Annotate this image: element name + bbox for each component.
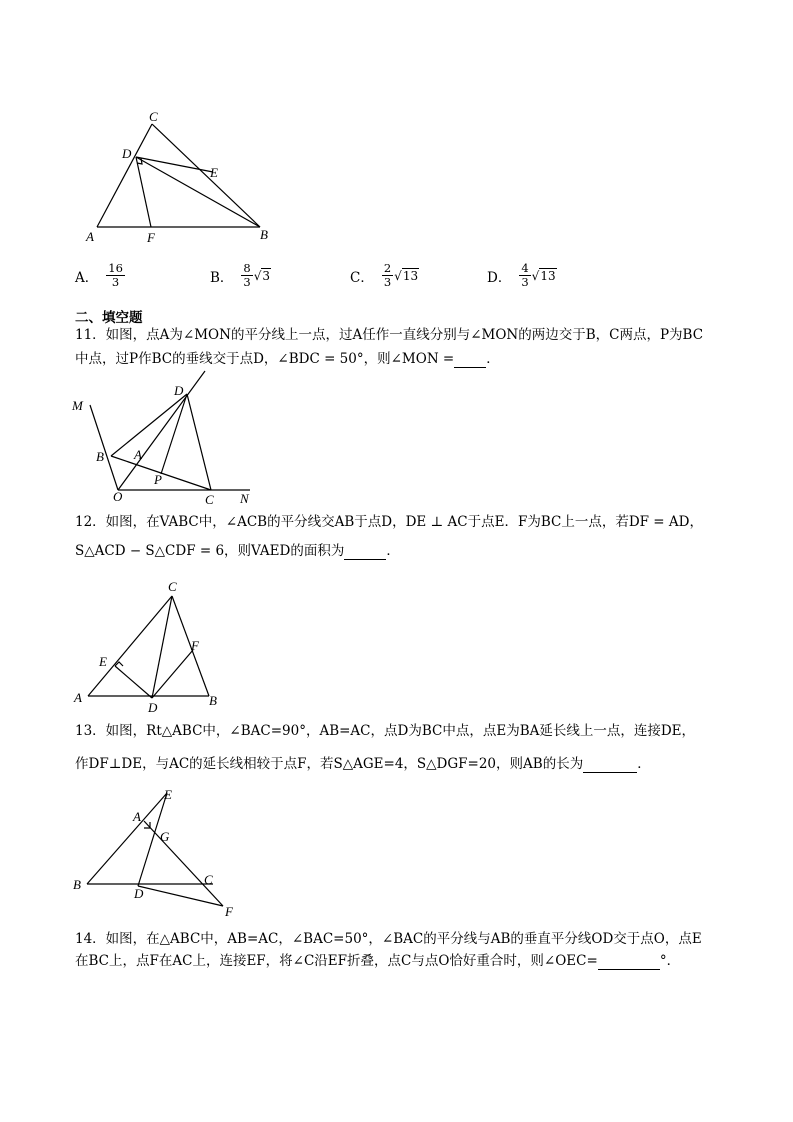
q11-answer-blank[interactable] (454, 353, 486, 368)
figure-1-svg (80, 105, 280, 250)
q13-answer-blank[interactable] (583, 758, 637, 773)
fig2-label-b: B (96, 449, 104, 464)
fig1-label-a: A (86, 229, 94, 244)
radical: √3 (253, 268, 271, 283)
figure-4-triangle (70, 785, 250, 925)
denominator: 3 (111, 275, 120, 289)
q12-line2-end: ． (386, 543, 400, 559)
choice-a (75, 262, 125, 289)
q14-line1: 14．如图，在△ABC中，AB=AC，∠BAC=50°，∠BAC的平分线与AB的垂直平分线OD交于点O，点E (75, 931, 702, 947)
fig4-label-d: D (134, 886, 144, 901)
q13-line1: 13．如图，Rt△ABC中，∠BAC=90°，AB=AC，点D为BC中点，点E为BA延长线上一点，连接DE， (75, 723, 696, 739)
fig4-label-e: E (164, 787, 172, 802)
fig2-label-n: N (240, 491, 249, 506)
numerator: 8 (243, 261, 251, 275)
choice-b (210, 262, 271, 289)
figure-4-svg (70, 785, 250, 925)
q14-line2-end: °． (659, 953, 681, 969)
fig2-label-d: D (174, 383, 184, 398)
denominator: 3 (521, 275, 529, 289)
q14-answer-blank[interactable] (598, 955, 660, 970)
q14-line2-text: 在BC上，点F在AC上，连接EF，将∠C沿EF折叠，点C与点O恰好重合时，则∠OEC= (75, 953, 598, 969)
choice-fraction (382, 262, 393, 289)
radical: √13 (531, 268, 556, 283)
choice-fraction (519, 262, 530, 289)
fig3-label-a: A (74, 690, 82, 705)
q11-line1: 11．如图，点A为∠MON的平分线上一点，过A任作一直线分别与∠MON的两边交于B，C两点，P为BC (75, 327, 704, 343)
q12-line1: 12．如图，在VABC中，∠ACB的平分线交AB于点D，DE ⊥ AC于点E．F为BC上一点，若DF = AD， (75, 514, 703, 530)
q12-line2 (75, 542, 735, 560)
q13-line2-text: 作DF⊥DE，与AC的延长线相较于点F，若S△AGE=4，S△DGF=20，则AB的长为 (75, 756, 584, 772)
fig2-label-p: P (154, 472, 162, 487)
figure-2-angle (70, 368, 270, 508)
choice-c (350, 262, 419, 289)
q13-line2-end: ． (637, 756, 651, 772)
numerator: 4 (521, 261, 529, 275)
denominator: 3 (243, 275, 251, 289)
radicand: 3 (262, 268, 271, 283)
figure-3-svg (70, 578, 240, 713)
fig3-label-f: F (191, 638, 199, 653)
section-title: 二、填空题 (75, 310, 143, 326)
choice-d (487, 262, 557, 289)
fig1-label-b: B (260, 227, 268, 242)
q12-line2-text: S△ACD − S△CDF = 6，则VAED的面积为 (75, 543, 345, 559)
fig4-label-b: B (73, 877, 81, 892)
choice-letter: B． (210, 269, 234, 286)
figure-1-triangle (80, 105, 280, 250)
fig4-label-f: F (225, 904, 233, 919)
fig2-label-a: A (134, 447, 142, 462)
radical: √13 (394, 268, 419, 283)
fig3-label-d: D (148, 700, 158, 715)
choice-fraction (106, 262, 125, 289)
q12-answer-blank[interactable] (344, 545, 386, 560)
figure-3-triangle (70, 578, 240, 713)
fig4-label-g: G (160, 829, 170, 844)
fig1-label-e: E (210, 165, 218, 180)
choice-letter: D． (487, 269, 512, 286)
fig1-label-c: C (149, 109, 158, 124)
choice-letter: A． (75, 269, 99, 286)
figure-2-svg (70, 368, 270, 508)
radicand: 13 (402, 268, 419, 283)
choice-letter: C． (350, 269, 374, 286)
q14-line2 (75, 952, 735, 970)
fig1-label-f: F (147, 230, 155, 245)
answer-choices (75, 262, 735, 302)
fig4-label-a: A (133, 809, 141, 824)
fig3-label-b: B (209, 693, 217, 708)
q11-line2 (75, 350, 735, 368)
q11-line2-end: ． (486, 351, 500, 367)
denominator: 3 (383, 275, 392, 289)
fig1-label-d: D (122, 146, 132, 161)
fig2-label-c: C (205, 492, 214, 507)
fig2-label-m: M (72, 398, 83, 413)
numerator: 16 (108, 261, 123, 275)
q11-line2-text: 中点，过P作BC的垂线交于点D，∠BDC = 50°，则∠MON = (75, 351, 455, 367)
choice-fraction (241, 262, 252, 289)
radicand: 13 (540, 268, 556, 283)
q13-line2 (75, 755, 735, 773)
fig4-label-c: C (204, 872, 213, 887)
fig3-label-e: E (99, 654, 107, 669)
numerator: 2 (383, 261, 392, 275)
fig3-label-c: C (168, 579, 177, 594)
fig2-label-o: O (113, 489, 123, 504)
